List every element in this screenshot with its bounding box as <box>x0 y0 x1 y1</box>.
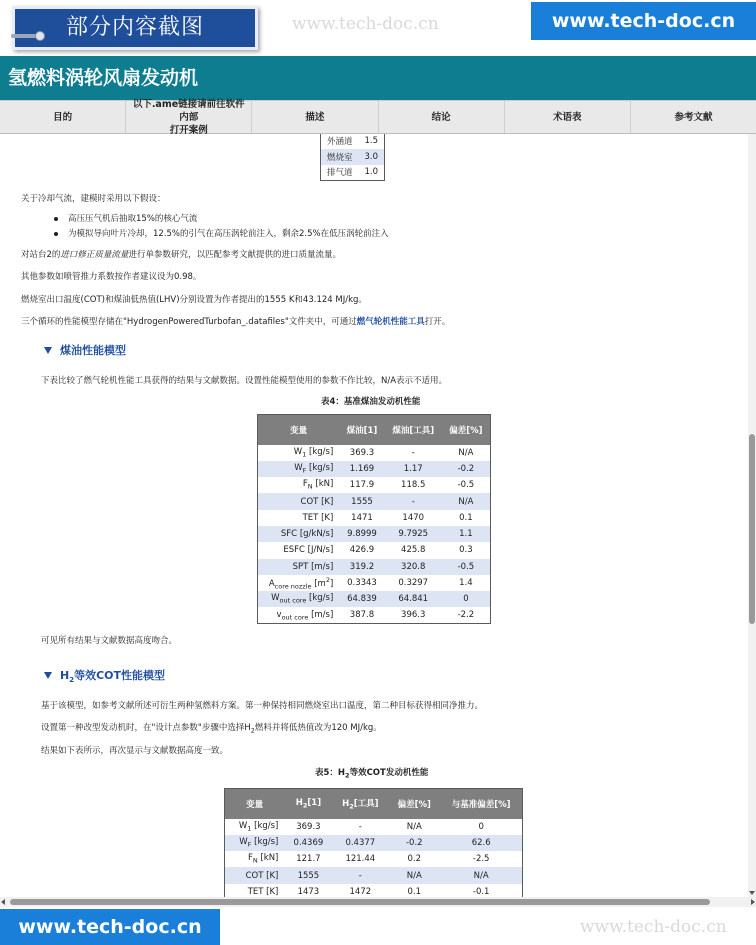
table-cell: 0 <box>442 591 491 607</box>
table-row <box>258 559 491 575</box>
station-paragraph <box>21 248 341 260</box>
pressure-loss-table <box>320 134 385 181</box>
table4-kerosene-performance <box>257 414 491 624</box>
table-cell: 9.7925 <box>385 526 442 542</box>
column-header: 煤油[1] <box>339 415 384 445</box>
table-cell: 1.5 <box>359 134 385 149</box>
h2-paragraph-3: 结果如下表所示，再次显示与文献数据高度一致。 <box>41 746 229 756</box>
table-cell: 1555 <box>284 867 332 883</box>
table-cell: 0.3 <box>442 542 491 558</box>
variable-cell: $W_1$ [kg/s] <box>225 819 285 835</box>
table-cell: N/A <box>388 867 440 883</box>
files-text: 三个循环的性能模型存储在"HydrogenPoweredTurbofan_.datafiles"文件夹中，可通过 <box>21 317 357 327</box>
collapse-triangle-icon[interactable] <box>44 347 52 354</box>
variable-cell: SPT [m/s] <box>258 559 340 575</box>
table-cell: 0.3297 <box>385 575 442 591</box>
station-italic: 进口修正质量流量 <box>60 250 129 260</box>
table-row <box>258 607 491 623</box>
pin-icon <box>11 31 51 41</box>
nav-item-references[interactable]: 参考文献 <box>674 111 713 123</box>
table-cell: 0.3343 <box>339 575 384 591</box>
table-cell: 369.3 <box>339 445 384 461</box>
table-cell: 426.9 <box>339 542 384 558</box>
table-row <box>225 835 523 851</box>
variable-cell: COT [K] <box>258 493 340 509</box>
table-cell: N/A <box>442 445 491 461</box>
variable-cell: $F_N$ [kN] <box>258 477 340 493</box>
table-row <box>321 134 385 149</box>
table-cell: 425.8 <box>385 542 442 558</box>
table-row <box>258 575 491 591</box>
kerosene-description: 下表比较了燃气轮机性能工具获得的结果与文献数据。设置性能模型使用的参数不作比较，N/A表示不适用。 <box>41 376 448 386</box>
table-cell: 0.4369 <box>284 835 332 851</box>
kerosene-section-header[interactable] <box>44 342 126 358</box>
table-cell: 1471 <box>339 510 384 526</box>
table-cell: 121.7 <box>284 851 332 867</box>
table-cell: 3.0 <box>359 149 385 165</box>
table-cell: 1.1 <box>442 526 491 542</box>
table-row <box>258 542 491 558</box>
variable-cell: $W_F$ [kg/s] <box>258 461 340 477</box>
station-text: 对站台2的 <box>21 250 61 260</box>
table-cell: 320.8 <box>385 559 442 575</box>
section-title: $H_2$等效COT性能模型 <box>60 669 166 685</box>
column-header: $H_2[1]$ <box>284 789 332 819</box>
table-row <box>258 445 491 461</box>
table-row <box>225 851 523 867</box>
site-label-top[interactable]: www.tech-doc.cn <box>531 2 756 40</box>
table-row <box>225 819 523 835</box>
subscript: N <box>307 483 313 492</box>
variable-cell: SFC [g/kN/s] <box>258 526 340 542</box>
table-cell: -0.2 <box>388 835 440 851</box>
table-cell: N/A <box>442 493 491 509</box>
table-cell: 9.8999 <box>339 526 384 542</box>
scroll-down-icon[interactable] <box>749 891 755 895</box>
section-title: 煤油性能模型 <box>60 344 126 357</box>
badge-text: 部分内容截图 <box>65 15 204 40</box>
subscript: F <box>247 840 252 849</box>
collapse-triangle-icon[interactable] <box>44 672 52 679</box>
nav-item-conclusion[interactable]: 结论 <box>379 101 505 133</box>
table-cell: - <box>332 867 388 883</box>
cooling-bullets <box>54 213 389 243</box>
variable-cell: $A_{core nozzle}$ $[m^2]$ <box>258 575 340 591</box>
variable-cell: ESFC [J/N/s] <box>258 542 340 558</box>
table-cell: 0.1 <box>388 884 440 897</box>
table-row <box>258 477 491 493</box>
table-cell: 1.169 <box>339 461 384 477</box>
list-item: 高压压气机后抽取15%的核心气流 <box>54 213 389 228</box>
table-cell: 117.9 <box>339 477 384 493</box>
subscript: out core <box>279 597 307 606</box>
table-cell: 369.3 <box>284 819 332 835</box>
column-header: 变量 <box>225 789 285 819</box>
page-title: 氢燃料涡轮风扇发动机 <box>8 67 199 89</box>
column-header: $H_2$[工具] <box>332 789 388 819</box>
table-cell: 1.0 <box>359 165 385 181</box>
column-header: 煤油[工具] <box>385 415 442 445</box>
title-bar <box>0 56 756 100</box>
variable-cell: $F_N$ [kN] <box>225 851 285 867</box>
nav-item-purpose[interactable]: 目的 <box>0 101 126 133</box>
files-paragraph <box>21 315 450 327</box>
table-cell: 排气道 <box>321 165 359 181</box>
table-row <box>321 165 385 181</box>
variable-cell: $v_{out core}$ [m/s] <box>258 607 340 623</box>
screenshot-badge <box>12 6 258 50</box>
table-cell: - <box>385 493 442 509</box>
table-row <box>225 884 523 897</box>
files-text-end: 打开。 <box>424 317 451 327</box>
column-header: 偏差[%] <box>442 415 491 445</box>
table-cell: 64.839 <box>339 591 384 607</box>
subscript: 1 <box>302 450 307 459</box>
table-cell: -0.1 <box>440 884 522 897</box>
table-cell: 64.841 <box>385 591 442 607</box>
column-header: 变量 <box>258 415 340 445</box>
table-cell: 外涵道 <box>321 134 359 149</box>
table-cell: 1.17 <box>385 461 442 477</box>
table-cell: -2.5 <box>440 851 522 867</box>
table-cell: 387.8 <box>339 607 384 623</box>
table-cell: -0.5 <box>442 559 491 575</box>
scroll-right-icon[interactable] <box>751 899 755 905</box>
subscript: N <box>252 857 258 866</box>
superscript: 2 <box>325 575 330 584</box>
table4-caption: 表4：基准煤油发动机性能 <box>321 397 421 407</box>
hscrollbar-thumb[interactable] <box>10 899 710 905</box>
variable-cell: COT [K] <box>225 867 285 883</box>
table-row <box>225 867 523 883</box>
content-area <box>0 134 748 897</box>
horizontal-scrollbar[interactable] <box>0 897 756 907</box>
subscript: 2 <box>349 802 354 811</box>
nav-item-glossary[interactable]: 术语表 <box>505 101 631 133</box>
top-banner <box>0 0 756 56</box>
subscript: out core <box>281 613 309 622</box>
table-row <box>321 149 385 165</box>
list-item: 为模拟导向叶片冷却，12.5%的引气在高压涡轮前注入，剩余2.5%在低压涡轮前注入 <box>54 228 389 243</box>
variable-cell: TET [K] <box>225 884 285 897</box>
table-cell: - <box>385 445 442 461</box>
h2-section-header[interactable] <box>44 667 165 684</box>
table-cell: 1.4 <box>442 575 491 591</box>
column-header: 与基准偏差[%] <box>440 789 522 819</box>
watermark-text: www.tech-doc.cn <box>580 917 727 937</box>
subscript: core nozzle <box>274 582 312 591</box>
scrollbar-thumb[interactable] <box>749 434 755 624</box>
nav-item-description[interactable]: 描述 <box>252 101 378 133</box>
table-cell: 118.5 <box>385 477 442 493</box>
table-row <box>258 591 491 607</box>
table-cell: - <box>332 819 388 835</box>
table-cell: 396.3 <box>385 607 442 623</box>
table5-caption: 表5：$H_2$等效COT发动机性能 <box>315 768 429 780</box>
gt-tool-link[interactable]: 燃气轮机性能工具 <box>356 317 425 327</box>
table-row <box>258 493 491 509</box>
vertical-scrollbar[interactable] <box>748 134 756 897</box>
table-cell: 121.44 <box>332 851 388 867</box>
cooling-intro: 关于冷却气流，建模时采用以下假设： <box>21 194 166 204</box>
variable-cell: $W_1$ [kg/s] <box>258 445 340 461</box>
table-row <box>258 461 491 477</box>
table-cell: N/A <box>388 819 440 835</box>
h2-paragraph-1: 基于该模型，如参考文献所述可衍生两种氢燃料方案。第一种保持相同燃烧室出口温度，第二种目标获得相同净推力。 <box>41 701 484 711</box>
nav-bar <box>0 100 756 134</box>
table-cell: 1473 <box>284 884 332 897</box>
table-cell: -0.5 <box>442 477 491 493</box>
table-cell: 1555 <box>339 493 384 509</box>
agreement-text: 可见所有结果与文献数据高度吻合。 <box>41 636 178 646</box>
h2-paragraph-2: 设置第一种改型发动机时，在"设计点参数"步骤中选择$H_2$燃料并将低热值改为120 MJ/kg。 <box>41 723 382 735</box>
subscript: 2 <box>302 801 308 810</box>
table-cell: 0.1 <box>442 510 491 526</box>
table-cell: 0.2 <box>388 851 440 867</box>
watermark-text: www.tech-doc.cn <box>292 14 439 34</box>
table-cell: 1470 <box>385 510 442 526</box>
table-cell: -0.2 <box>442 461 491 477</box>
nozzle-paragraph: 其他参数如喷管推力系数按作者建议设为0.98。 <box>21 272 202 282</box>
table-cell: 燃烧室 <box>321 149 359 165</box>
table-cell: 319.2 <box>339 559 384 575</box>
nav-item-open-case[interactable]: 以下.ame链接请前往软件内部 打开案例 <box>126 101 252 133</box>
scroll-left-icon[interactable] <box>1 899 5 905</box>
table-cell: 0 <box>440 819 522 835</box>
table-row <box>258 510 491 526</box>
table-cell: 62.6 <box>440 835 522 851</box>
station-text-end: 进行单参数研究，以匹配参考文献提供的进口质量流量。 <box>128 250 341 260</box>
site-label-bottom[interactable]: www.tech-doc.cn <box>0 909 220 945</box>
variable-cell: $W_{out core}$ [kg/s] <box>258 591 340 607</box>
subscript: F <box>302 466 307 475</box>
variable-cell: TET [K] <box>258 510 340 526</box>
column-header: 偏差[%] <box>388 789 440 819</box>
table-row <box>258 526 491 542</box>
table-cell: 1472 <box>332 884 388 897</box>
table-cell: -2.2 <box>442 607 491 623</box>
subscript: 1 <box>247 824 252 833</box>
bottom-banner <box>0 907 756 945</box>
cot-paragraph: 燃烧室出口温度(COT)和煤油低热值(LHV)分别设置为作者提出的1555 K和43.124 MJ/kg。 <box>21 295 367 305</box>
table-cell: 0.4377 <box>332 835 388 851</box>
table-cell: N/A <box>440 867 522 883</box>
variable-cell: $W_F$ [kg/s] <box>225 835 285 851</box>
table5-h2-performance <box>224 788 523 897</box>
